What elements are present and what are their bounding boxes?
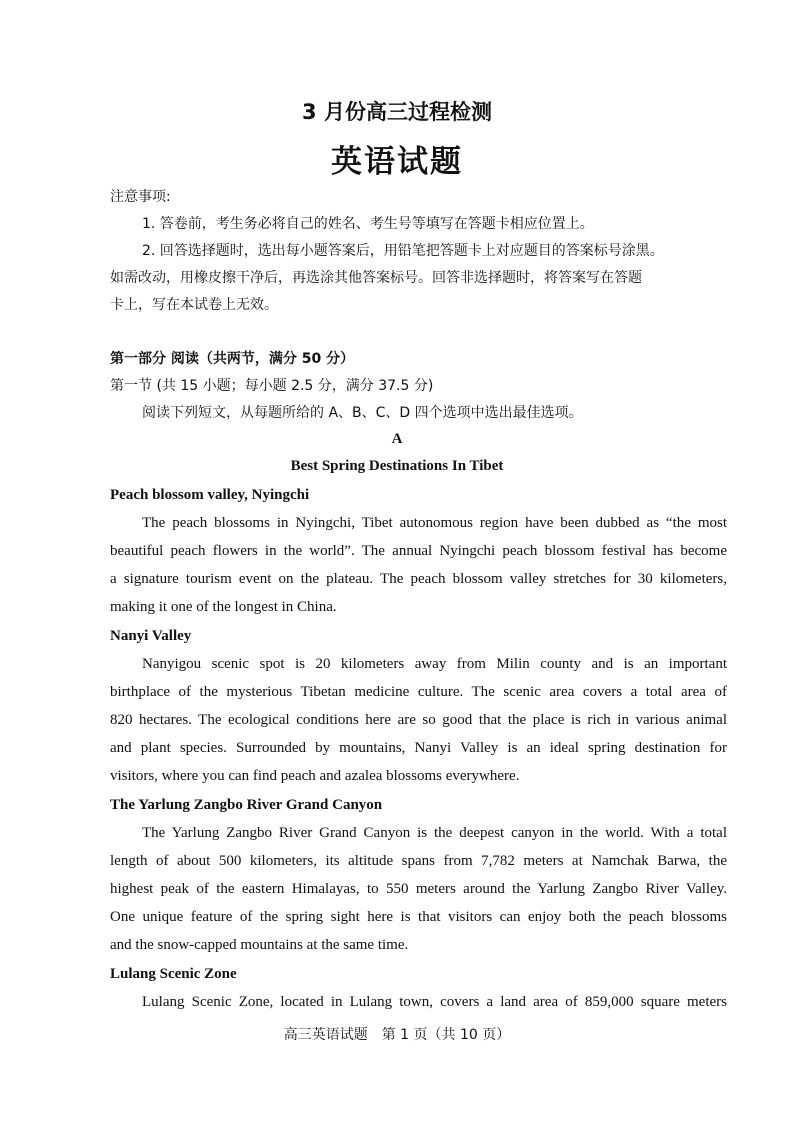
passage-line: One unique feature of the spring sight here is that visitors can enjoy both the peach blossoms <box>110 909 727 925</box>
passage-label: A <box>391 431 403 447</box>
passage-line: Nanyigou scenic spot is 20 kilometers away from Milin county and is an important <box>142 656 727 672</box>
page-footer: 高三英语试题 第 1 页（共 10 页） <box>283 1027 511 1043</box>
passage-line: beautiful peach flowers in the world”. The annual Nyingchi peach blossom festival has become <box>110 543 727 559</box>
passage-line: length of about 500 kilometers, its altitude spans from 7,782 meters at Namchak Barwa, the <box>110 853 727 869</box>
passage-line: birthplace of the mysterious Tibetan medicine culture. The scenic area covers a total area of <box>110 684 727 700</box>
notice-item-1: 1. 答卷前，考生务必将自己的姓名、考生号等填写在答题卡相应位置上。 <box>142 216 594 232</box>
passage-line: The Yarlung Zangbo River Grand Canyon is the deepest canyon in the world. With a total <box>142 825 727 841</box>
passage-section-heading: The Yarlung Zangbo River Grand Canyon <box>110 797 383 813</box>
passage-section-heading: Peach blossom valley, Nyingchi <box>110 487 310 503</box>
passage-line: visitors, where you can find peach and azalea blossoms everywhere. <box>110 768 520 784</box>
notice-heading: 注意事项: <box>110 189 171 205</box>
section-heading: 第一节 (共 15 小题；每小题 2.5 分，满分 37.5 分) <box>110 378 434 394</box>
passage-title: Best Spring Destinations In Tibet <box>290 458 504 474</box>
passage-line: and the snow-capped mountains at the same time. <box>110 937 409 953</box>
passage-line: Lulang Scenic Zone, located in Lulang town, covers a land area of 859,000 square meters <box>142 994 727 1010</box>
notice-item-2-line-3: 卡上，写在本试卷上无效。 <box>110 297 278 313</box>
notice-item-2-line-2: 如需改动，用橡皮擦干净后，再选涂其他答案标号。回答非选择题时，将答案写在答题 <box>110 270 642 286</box>
passage-section-heading: Nanyi Valley <box>110 628 192 644</box>
passage-line: and plant species. Surrounded by mountains, Nanyi Valley is an ideal spring destination for <box>110 740 727 756</box>
passage-section-heading: Lulang Scenic Zone <box>110 966 237 982</box>
passage-line: The peach blossoms in Nyingchi, Tibet autonomous region have been dubbed as “the most <box>142 515 727 531</box>
passage-line: 820 hectares. The ecological conditions here are so good that the place is rich in various animal <box>110 712 727 728</box>
passage-line: a signature tourism event on the plateau. The peach blossom valley stretches for 30 kilometers, <box>110 571 727 587</box>
section-instruction: 阅读下列短文，从每题所给的 A、B、C、D 四个选项中选出最佳选项。 <box>142 405 583 421</box>
part-heading: 第一部分 阅读（共两节，满分 50 分） <box>110 351 355 367</box>
passage-line: highest peak of the eastern Himalayas, to 550 meters around the Yarlung Zangbo River Valley. <box>110 881 727 897</box>
exam-title: 3 月份高三过程检测 <box>302 100 492 124</box>
exam-subject-title: 英语试题 <box>331 144 463 180</box>
notice-item-2-line-1: 2. 回答选择题时，选出每小题答案后，用铅笔把答题卡上对应题目的答案标号涂黑。 <box>142 243 664 259</box>
passage-line: making it one of the longest in China. <box>110 599 337 615</box>
